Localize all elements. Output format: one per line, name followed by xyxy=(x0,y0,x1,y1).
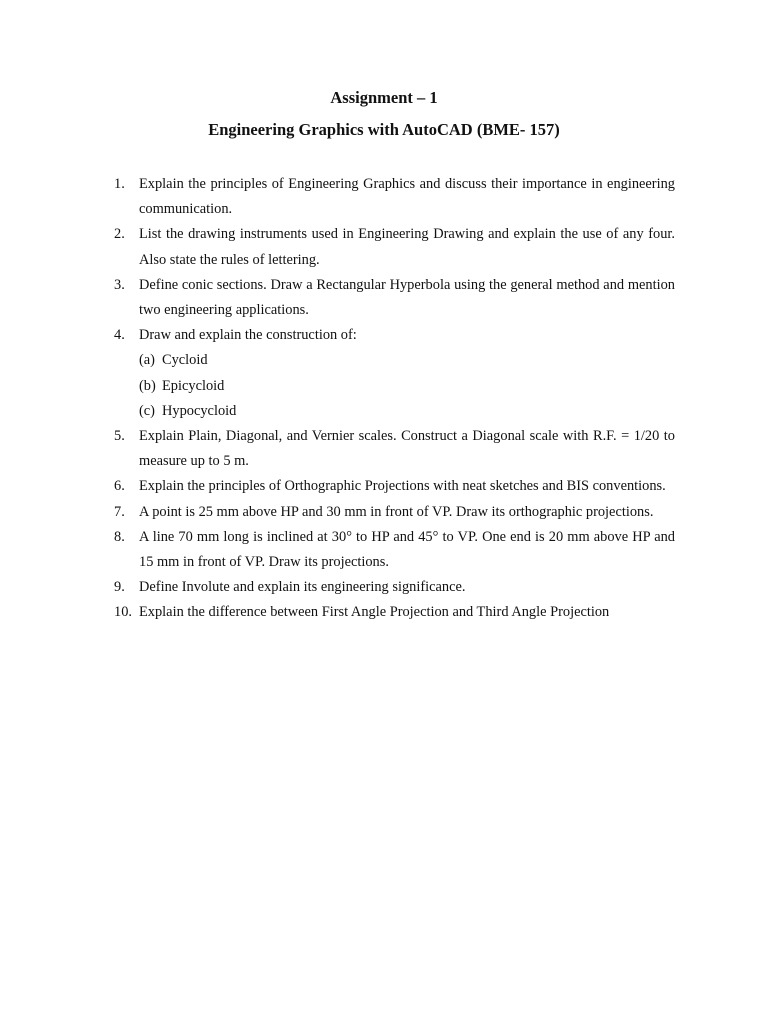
question-item-10 xyxy=(114,600,675,625)
question-item-9 xyxy=(114,575,675,600)
question-item-7 xyxy=(114,500,675,525)
subitem-label: (b) xyxy=(139,377,156,394)
question-text: Explain Plain, Diagonal, and Vernier scales. Construct a Diagonal scale with R.F. = 1/20 to measure up to 5 m. xyxy=(139,428,675,470)
question-text: A point is 25 mm above HP and 30 mm in front of VP. Draw its orthographic projections. xyxy=(139,503,654,520)
question-item-1 xyxy=(114,172,675,222)
question-item-2 xyxy=(114,222,675,272)
question-number: 3. xyxy=(114,276,125,293)
question-number: 8. xyxy=(114,528,125,545)
question-number: 9. xyxy=(114,579,125,596)
question-body xyxy=(139,323,675,424)
question-item-6 xyxy=(114,474,675,499)
question-number: 2. xyxy=(114,226,125,243)
subitem-text: Hypocycloid xyxy=(162,402,237,419)
question-number: 4. xyxy=(114,327,125,344)
subitem-c xyxy=(139,399,675,424)
question-item-5 xyxy=(114,424,675,474)
question-number: 5. xyxy=(114,428,125,445)
question-list xyxy=(114,172,675,626)
question-text: A line 70 mm long is inclined at 30° to HP and 45° to VP. One end is 20 mm above HP and 15 mm in front of VP. Draw its projections. xyxy=(139,528,675,571)
subitem-b xyxy=(139,374,675,399)
subitem-label: (a) xyxy=(139,352,155,369)
question-text: Define conic sections. Draw a Rectangular Hyperbola using the general method and mention two engineering applications. xyxy=(139,276,675,319)
question-text: List the drawing instruments used in Engineering Drawing and explain the use of any four. Also state the rules of lettering. xyxy=(139,226,675,268)
question-item-4 xyxy=(114,323,675,424)
question-number: 1. xyxy=(114,176,125,192)
question-text: Explain the principles of Engineering Graphics and discuss their importance in engineering communication. xyxy=(139,176,675,218)
question-text: Explain the difference between First Angle Projection and Third Angle Projection xyxy=(139,604,610,621)
question-text: Explain the principles of Orthographic Projections with neat sketches and BIS conventions. xyxy=(139,478,666,495)
question-number: 10. xyxy=(114,604,132,621)
question-item-8 xyxy=(114,525,675,575)
subitem-a xyxy=(139,348,675,373)
question-item-3 xyxy=(114,273,675,323)
document-title: Assignment – 1 xyxy=(330,88,438,107)
document-subtitle: Engineering Graphics with AutoCAD (BME- 157) xyxy=(208,120,560,139)
subitem-label: (c) xyxy=(139,402,155,419)
question-number: 7. xyxy=(114,503,125,520)
subitem-text: Epicycloid xyxy=(162,377,225,394)
question-text: Draw and explain the construction of: xyxy=(139,327,357,344)
question-text: Define Involute and explain its engineering significance. xyxy=(139,579,466,596)
subitem-text: Cycloid xyxy=(162,352,208,369)
question-number: 6. xyxy=(114,478,125,495)
